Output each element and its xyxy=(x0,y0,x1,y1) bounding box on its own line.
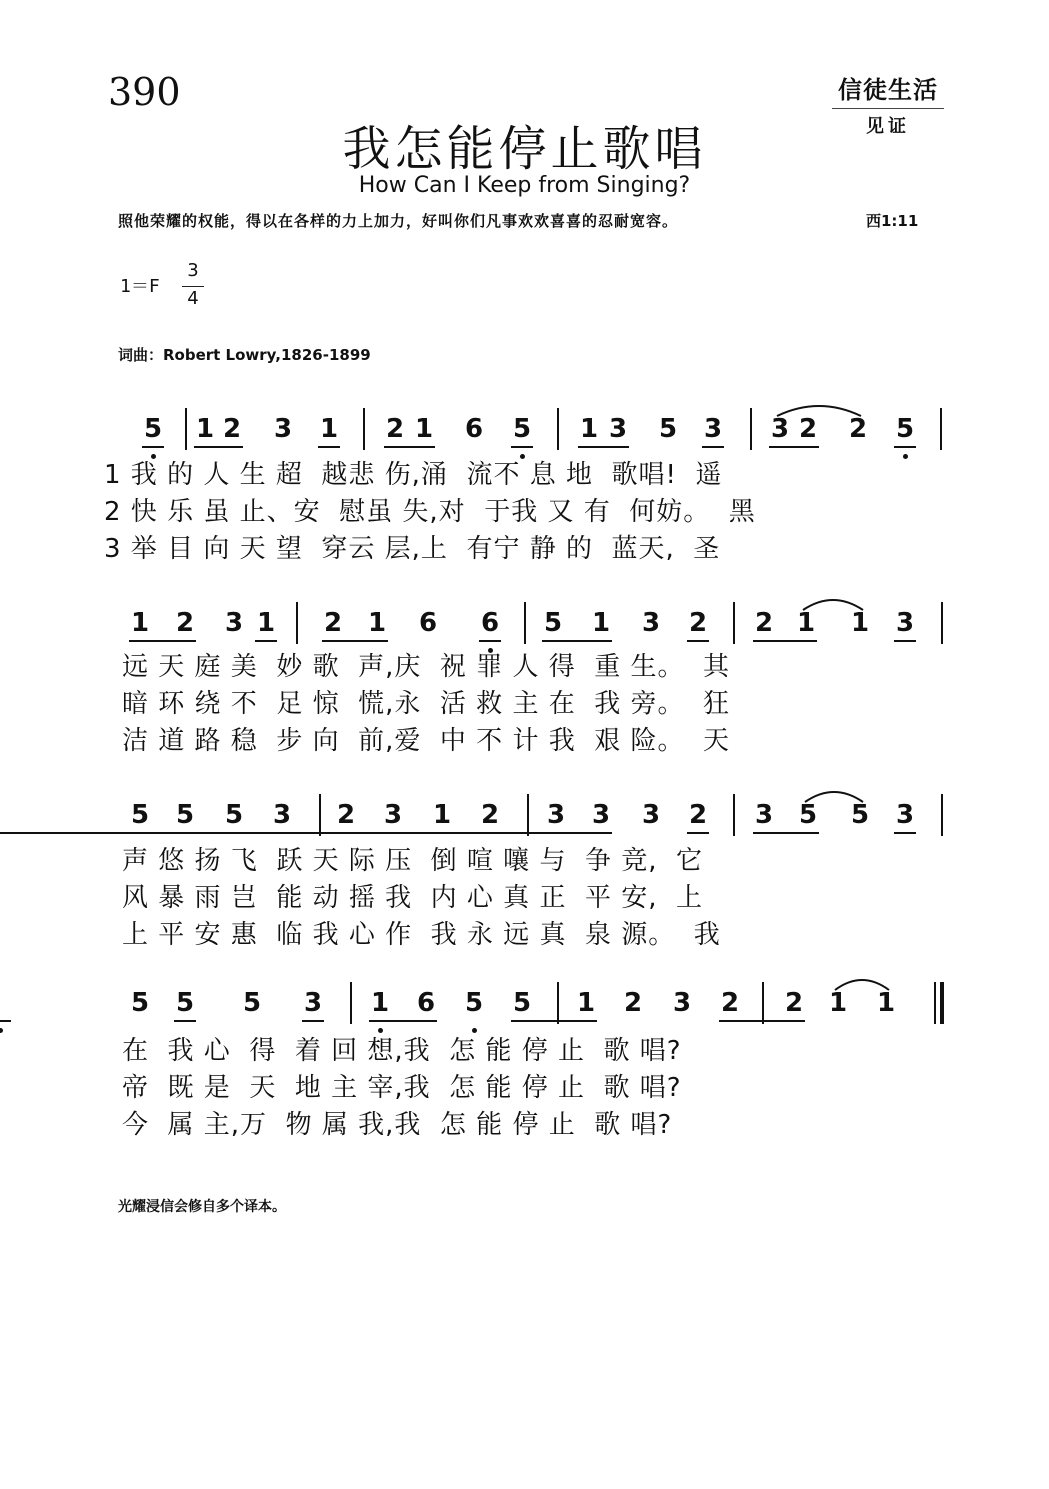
note-1: 1 xyxy=(319,414,339,444)
note-1: 1 xyxy=(130,608,150,638)
octave-dot xyxy=(903,454,908,459)
lyric-line: 今 属 主,万 物 属 我,我 怎 能 停 止 歌 唱? xyxy=(122,1110,673,1140)
category-label: 信徒生活 xyxy=(832,70,944,109)
slur-arc xyxy=(803,786,865,806)
bar-line xyxy=(319,794,321,836)
note-1: 1 xyxy=(414,414,434,444)
lyric-line: 洁 道 路 稳 步 向 前,爱 中 不 计 我 艰 险。 天 xyxy=(122,726,731,756)
note-3: 3 xyxy=(383,800,403,830)
note-1: 1 xyxy=(576,988,596,1018)
beam-line xyxy=(511,446,533,448)
note-2: 2 xyxy=(480,800,500,830)
note-5: 5 xyxy=(464,988,484,1018)
beam-line xyxy=(753,832,819,834)
note-6: 6 xyxy=(464,414,484,444)
note-2: 2 xyxy=(175,608,195,638)
scripture-text: 照他荣耀的权能，得以在各样的力上加力，好叫你们凡事欢欢喜喜的忍耐宽容。 xyxy=(118,212,679,230)
bar-line xyxy=(733,794,735,836)
note-2: 2 xyxy=(222,414,242,444)
lyric-line: 声 悠 扬 飞 跃 天 际 压 倒 喧 嚷 与 争 竞, 它 xyxy=(122,846,704,876)
bar-line xyxy=(941,602,943,644)
note-2: 2 xyxy=(784,988,804,1018)
lyric-line: 帝 既 是 天 地 主 宰,我 怎 能 停 止 歌 唱? xyxy=(122,1073,682,1103)
time-signature-line xyxy=(182,286,204,287)
note-2: 2 xyxy=(336,800,356,830)
lyric-line: 上 平 安 惠 临 我 心 作 我 永 远 真 泉 源。 我 xyxy=(122,920,721,950)
note-3: 3 xyxy=(895,800,915,830)
note-3: 3 xyxy=(272,800,292,830)
note-1: 1 xyxy=(370,988,390,1018)
beam-line xyxy=(129,640,196,642)
beam-line xyxy=(174,1020,196,1022)
beam-line xyxy=(702,446,724,448)
note-3: 3 xyxy=(591,800,611,830)
note-5: 5 xyxy=(850,800,870,830)
note-6: 6 xyxy=(416,988,436,1018)
note-3: 3 xyxy=(224,608,244,638)
octave-dot xyxy=(472,1028,477,1033)
note-2: 2 xyxy=(323,608,343,638)
bar-line xyxy=(296,602,298,644)
note-1: 1 xyxy=(432,800,452,830)
note-3: 3 xyxy=(895,608,915,638)
note-2: 2 xyxy=(688,608,708,638)
bar-line xyxy=(941,794,943,836)
note-5: 5 xyxy=(658,414,678,444)
note-2: 2 xyxy=(385,414,405,444)
note-2: 2 xyxy=(848,414,868,444)
bar-line xyxy=(557,408,559,450)
note-6: 6 xyxy=(418,608,438,638)
note-3: 3 xyxy=(608,414,628,444)
note-2: 2 xyxy=(754,608,774,638)
beam-line xyxy=(302,1020,324,1022)
beam-line xyxy=(894,832,916,834)
note-1: 1 xyxy=(850,608,870,638)
bar-line xyxy=(363,408,365,450)
beam-line xyxy=(511,1020,597,1022)
note-1: 1 xyxy=(579,414,599,444)
beam-line xyxy=(0,1020,11,1022)
final-bar-thin xyxy=(934,982,936,1024)
hymn-title: 我怎能停止歌唱 xyxy=(342,121,707,177)
bar-line xyxy=(750,408,752,450)
bar-line xyxy=(350,982,352,1024)
beam-line xyxy=(894,640,916,642)
footnote: 光耀浸信会修自多个译本。 xyxy=(118,1199,286,1215)
note-3: 3 xyxy=(672,988,692,1018)
lyric-line: 在 我 心 得 着 回 想,我 怎 能 停 止 歌 唱? xyxy=(122,1036,682,1066)
note-3: 3 xyxy=(754,800,774,830)
beam-line xyxy=(479,640,501,642)
time-signature-bottom: 4 xyxy=(187,288,199,309)
subcategory-label: 见证 xyxy=(866,116,910,137)
bar-line xyxy=(527,794,529,836)
lyric-line: 3 举 目 向 天 望 穿云 层,上 有宁 静 的 蓝天, 圣 xyxy=(104,534,721,564)
note-5: 5 xyxy=(512,414,532,444)
final-bar-thick xyxy=(940,982,944,1024)
note-3: 3 xyxy=(303,988,323,1018)
note-5: 5 xyxy=(224,800,244,830)
beam-line xyxy=(769,446,819,448)
beam-line xyxy=(542,640,612,642)
beam-line xyxy=(753,640,817,642)
note-5: 5 xyxy=(130,800,150,830)
time-signature-top: 3 xyxy=(187,260,199,281)
note-1: 1 xyxy=(876,988,896,1018)
lyric-line: 1 我 的 人 生 超 越悲 伤,涌 流不 息 地 歌唱! 遥 xyxy=(104,460,723,490)
lyric-line: 风 暴 雨 岂 能 动 摇 我 内 心 真 正 平 安, 上 xyxy=(122,883,704,913)
beam-line xyxy=(384,446,435,448)
note-5: 5 xyxy=(242,988,262,1018)
note-2: 2 xyxy=(688,800,708,830)
bar-line xyxy=(185,408,187,450)
bar-line xyxy=(557,982,559,1024)
lyric-line: 远 天 庭 美 妙 歌 声,庆 祝 罪 人 得 重 生。 其 xyxy=(122,652,731,682)
note-2: 2 xyxy=(623,988,643,1018)
beam-line xyxy=(194,446,243,448)
beam-line xyxy=(0,832,612,834)
slur-arc xyxy=(775,400,863,420)
slur-arc xyxy=(801,594,865,614)
beam-line xyxy=(578,446,629,448)
note-5: 5 xyxy=(512,988,532,1018)
beam-line xyxy=(318,446,340,448)
beam-line xyxy=(255,640,277,642)
octave-dot xyxy=(520,454,525,459)
beam-line xyxy=(687,640,709,642)
note-5: 5 xyxy=(543,608,563,638)
note-1: 1 xyxy=(591,608,611,638)
beam-line xyxy=(369,1020,437,1022)
note-1: 1 xyxy=(828,988,848,1018)
note-3: 3 xyxy=(641,800,661,830)
beam-line xyxy=(322,640,388,642)
note-1: 1 xyxy=(796,608,816,638)
hymn-number: 390 xyxy=(108,70,181,114)
bar-line xyxy=(762,982,764,1024)
octave-dot xyxy=(378,1028,383,1033)
note-6: 6 xyxy=(480,608,500,638)
note-3: 3 xyxy=(546,800,566,830)
bar-line xyxy=(733,602,735,644)
key-signature: 1＝F xyxy=(120,276,160,297)
bar-line xyxy=(940,408,942,450)
note-5: 5 xyxy=(798,800,818,830)
note-1: 1 xyxy=(195,414,215,444)
slur-arc xyxy=(833,974,891,994)
bar-line xyxy=(524,602,526,644)
note-2: 2 xyxy=(720,988,740,1018)
octave-dot xyxy=(0,1028,3,1033)
note-5: 5 xyxy=(895,414,915,444)
credits: 词曲：Robert Lowry,1826-1899 xyxy=(118,346,371,364)
note-3: 3 xyxy=(273,414,293,444)
beam-line xyxy=(894,446,916,448)
beam-line xyxy=(142,446,164,448)
note-5: 5 xyxy=(175,988,195,1018)
note-3: 3 xyxy=(770,414,790,444)
beam-line xyxy=(687,832,709,834)
note-5: 5 xyxy=(130,988,150,1018)
lyric-line: 2 快 乐 虽 止、安 慰虽 失,对 于我 又 有 何妨。 黑 xyxy=(104,497,756,527)
note-2: 2 xyxy=(798,414,818,444)
note-1: 1 xyxy=(256,608,276,638)
note-5: 5 xyxy=(175,800,195,830)
hymn-subtitle: How Can I Keep from Singing? xyxy=(358,173,691,198)
lyric-line: 暗 环 绕 不 足 惊 慌,永 活 救 主 在 我 旁。 狂 xyxy=(122,689,731,719)
note-1: 1 xyxy=(367,608,387,638)
scripture-reference: 西1:11 xyxy=(866,212,919,230)
note-5: 5 xyxy=(143,414,163,444)
note-3: 3 xyxy=(703,414,723,444)
note-3: 3 xyxy=(641,608,661,638)
octave-dot xyxy=(151,454,156,459)
